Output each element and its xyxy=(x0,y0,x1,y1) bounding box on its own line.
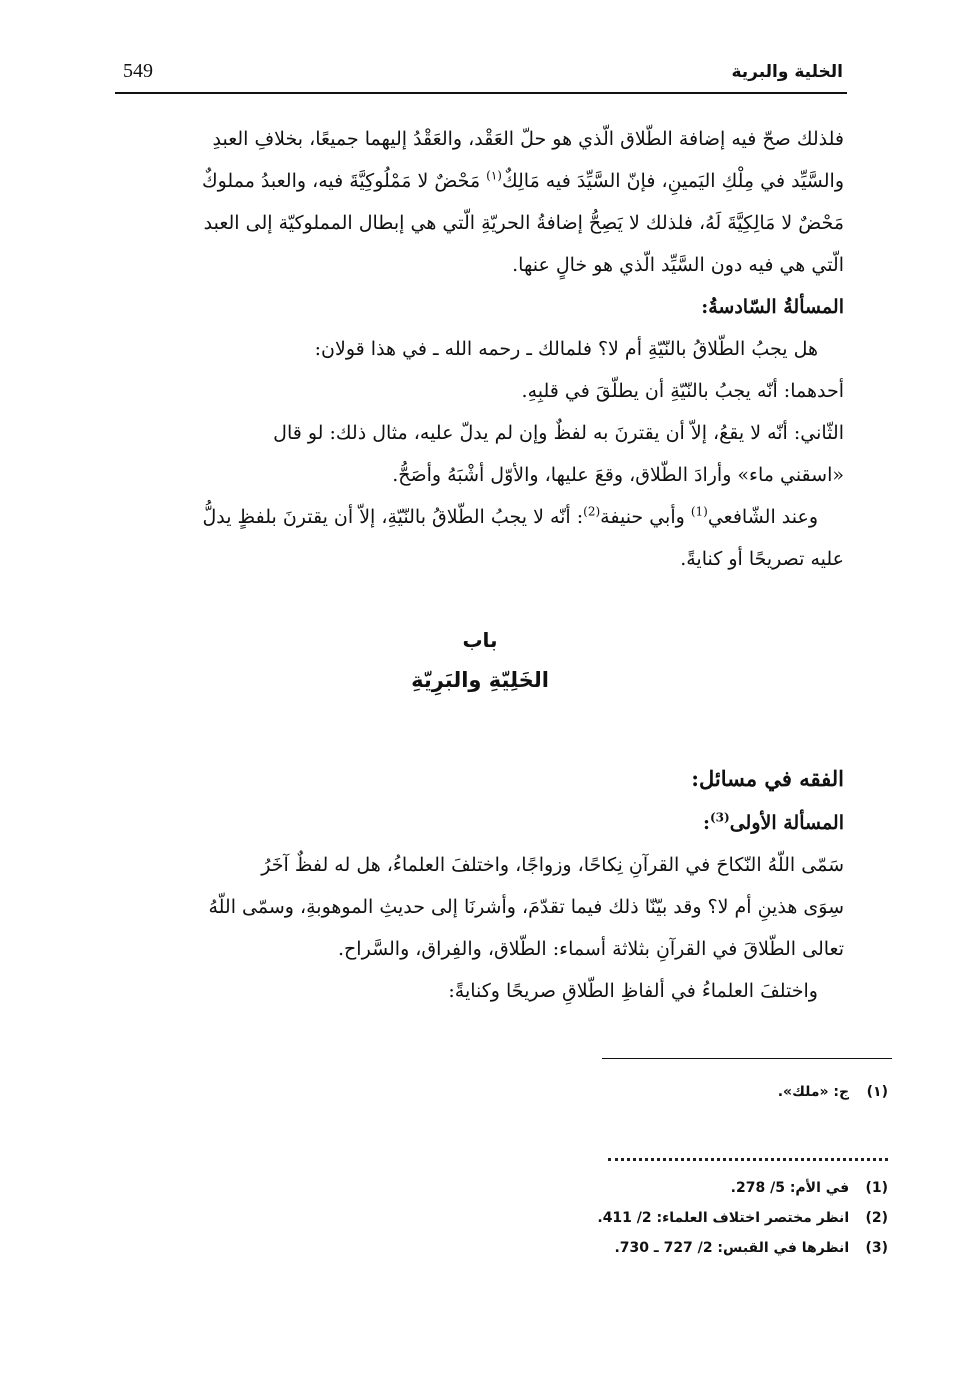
note-number: (١) xyxy=(866,1084,888,1100)
footnote-ref: (١) xyxy=(486,168,502,183)
page-number: 549 xyxy=(123,60,153,82)
footnote-ref: (3) xyxy=(709,810,730,825)
footnote-separator xyxy=(602,1058,892,1059)
running-title: الخلية والبرية xyxy=(731,62,843,82)
text-line xyxy=(118,496,844,538)
footnote-ref: (1) xyxy=(690,504,708,519)
chapter-label: باب xyxy=(462,628,498,652)
text-line: عليه تصريحًا أو كنايةً. xyxy=(680,548,844,570)
section-heading: المسألةُ السّادسةُ: xyxy=(701,296,844,318)
heading-colon: : xyxy=(702,812,710,834)
opinion-line: الثّاني: أنّه لا يقعُ، إلاّ أن يقترنَ به لفظٌ وإن لم يدلّ عليه، مثال ذلك: لو قال xyxy=(273,422,844,444)
top-paragraph xyxy=(118,118,844,286)
footnote-number: (2) xyxy=(865,1210,888,1226)
fiqh-section xyxy=(118,756,844,1012)
issue-six-section xyxy=(118,286,844,580)
text-line: فلذلك صحّ فيه إضافة الطّلاق الّذي هو حلّ العَقْد، والعَقْدُ إليهما جميعًا، بخلافِ العبدِ xyxy=(212,128,844,150)
chapter-title: الخَلِيّةِ والبَرِيّةِ xyxy=(411,668,549,692)
footnote-ref: (2) xyxy=(583,504,601,519)
footnote-item xyxy=(488,1180,888,1196)
issue-heading xyxy=(118,802,844,844)
text-segment: مَحْضٌ لا مَمْلُوكِيَّةَ فيه، والعبدُ مملوكٌ xyxy=(201,170,487,192)
question-line: هل يجبُ الطّلاقُ بالنّيّةِ أم لا؟ فلمالك ـ رحمه الله ـ في هذا قولان: xyxy=(314,338,818,360)
text-line: مَحْضٌ لا مَالِكِيَّةَ لَهُ، فلذلك لا يَصِحُّ إضافةُ الحريّةِ الّتي هي إبطال المملوكيّة إلى العبد xyxy=(203,212,844,234)
text-line: سِوَى هذينِ أم لا؟ وقد بيّنّا ذلك فيما تقدّمَ، وأشرنَا إلى حديثِ الموهوبةِ، وسمّى اللّهُ xyxy=(208,896,844,918)
text-line xyxy=(118,160,844,202)
footnote-item xyxy=(488,1240,888,1256)
text-line: واختلفَ العلماءُ في ألفاظِ الطّلاقِ صريحًا وكنايةً: xyxy=(448,980,818,1002)
footnote-number: (1) xyxy=(865,1180,888,1196)
footnote-number: (3) xyxy=(865,1240,888,1256)
heading-text: المسألة الأولى xyxy=(729,812,844,834)
text-line: تعالى الطّلاقَ في القرآنِ بثلاثة أسماء: الطّلاق، والفِراق، والسَّراح. xyxy=(338,938,844,960)
opinion-line: «اسقني ماء» وأرادَ الطّلاق، وقعَ عليها، والأوّل أشْبَهُ وأصَحُّ. xyxy=(392,464,844,486)
text-segment: وعند الشّافعي xyxy=(707,506,818,528)
text-line: سَمّى اللّهُ النّكاحَ في القرآنِ نِكاحًا، وزواجًا، واختلفَ العلماءُ، هل له لفظٌ آخَرُ xyxy=(261,854,844,876)
page-header xyxy=(115,58,847,94)
text-segment: وأبي حنيفة xyxy=(600,506,691,528)
footnote-text: في الأم: 5/ 278. xyxy=(730,1180,850,1196)
note-text: ج: «ملك». xyxy=(777,1084,850,1100)
text-segment: والسَّيِّد في مِلْكِ اليَمينِ، فإنّ السَّيِّدَ فيه مَالِكٌ xyxy=(501,170,844,192)
footnote-text: انظر مختصر اختلاف العلماء: 2/ 411. xyxy=(597,1210,850,1226)
dotted-separator xyxy=(608,1158,888,1161)
opinion-line: أحدهما: أنّه يجبُ بالنّيّةِ أن يطلّقَ في قلبِهِ. xyxy=(521,380,844,402)
text-line: الّتي هي فيه دون السَّيِّد الّذي هو خالٍ عنها. xyxy=(512,254,844,276)
manuscript-note xyxy=(488,1084,888,1100)
footnote-text: انظرها في القبس: 2/ 727 ـ 730. xyxy=(614,1240,850,1256)
footnote-item xyxy=(488,1210,888,1226)
text-segment: : أنّه لا يجبُ الطّلاقُ بالنّيّةِ، إلاّ أن يقترنَ بلفظٍ يدلُّ xyxy=(202,506,584,528)
section-heading: الفقه في مسائل: xyxy=(691,766,844,791)
